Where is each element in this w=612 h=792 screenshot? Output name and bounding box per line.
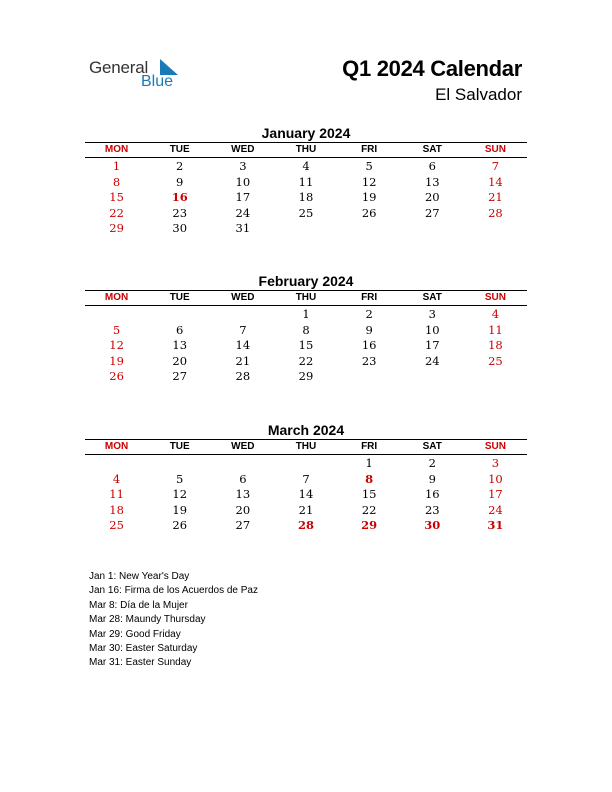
day-cell: 17 bbox=[488, 487, 503, 502]
day-cell: 15 bbox=[109, 190, 124, 205]
day-cell: 17 bbox=[424, 338, 440, 353]
day-cell: 1 bbox=[302, 307, 310, 321]
holiday-item: Mar 30: Easter Saturday bbox=[89, 643, 198, 655]
day-cell: 2 bbox=[176, 159, 184, 173]
day-cell: 29 bbox=[298, 369, 314, 384]
day-cell: 12 bbox=[361, 174, 377, 189]
day-cell bbox=[338, 221, 401, 237]
logo bbox=[89, 56, 189, 92]
logo-blue-text: Blue bbox=[141, 73, 174, 90]
day-cell: 13 bbox=[235, 487, 251, 502]
day-cell: 28 bbox=[297, 518, 314, 533]
month-february bbox=[85, 272, 527, 385]
weekday-header-row bbox=[85, 290, 527, 306]
day-cell: 29 bbox=[109, 221, 124, 236]
holiday-item: Mar 8: Día de la Mujer bbox=[89, 599, 188, 611]
day-cell: 1 bbox=[365, 456, 373, 470]
day-cell: 16 bbox=[361, 338, 377, 353]
day-cell: 9 bbox=[176, 174, 184, 189]
day-cell: 15 bbox=[361, 487, 377, 502]
day-cell: 20 bbox=[172, 353, 188, 368]
day-cell: 8 bbox=[112, 174, 121, 189]
day-cell: 25 bbox=[298, 205, 314, 220]
day-cell bbox=[211, 307, 274, 323]
day-cell: 13 bbox=[424, 174, 440, 189]
day-grid bbox=[85, 456, 527, 534]
weekday-header-sun: SUN bbox=[484, 441, 506, 452]
day-cell: 27 bbox=[424, 205, 440, 220]
weekday-header-tue: TUE bbox=[169, 144, 190, 155]
day-cell: 27 bbox=[235, 518, 251, 533]
day-cell: 20 bbox=[424, 190, 440, 205]
day-cell: 3 bbox=[428, 307, 436, 321]
day-cell bbox=[401, 369, 464, 385]
day-cell: 21 bbox=[488, 190, 503, 205]
day-cell: 6 bbox=[428, 159, 436, 173]
day-cell: 18 bbox=[109, 502, 124, 517]
day-cell: 21 bbox=[298, 502, 314, 517]
day-cell: 11 bbox=[298, 174, 314, 189]
day-cell: 6 bbox=[239, 471, 247, 486]
weekday-header-sun: SUN bbox=[484, 144, 506, 155]
day-cell: 17 bbox=[235, 190, 251, 205]
day-cell: 7 bbox=[302, 471, 310, 486]
day-cell: 11 bbox=[488, 322, 503, 337]
day-cell: 11 bbox=[109, 487, 124, 502]
day-cell: 9 bbox=[365, 322, 373, 337]
day-cell: 18 bbox=[298, 190, 314, 205]
day-cell: 10 bbox=[235, 174, 251, 189]
day-cell: 16 bbox=[424, 487, 440, 502]
weekday-header-wed: WED bbox=[231, 441, 255, 452]
day-cell bbox=[274, 221, 337, 237]
day-cell: 27 bbox=[172, 369, 188, 384]
weekday-header-tue: TUE bbox=[169, 292, 190, 303]
day-cell: 23 bbox=[424, 502, 440, 517]
day-cell bbox=[464, 369, 527, 385]
day-cell: 19 bbox=[109, 353, 124, 368]
month-march bbox=[85, 421, 527, 534]
day-cell: 23 bbox=[172, 205, 188, 220]
weekday-header-sat: SAT bbox=[422, 144, 442, 155]
weekday-header-thu: THU bbox=[295, 441, 317, 452]
day-cell: 1 bbox=[112, 159, 121, 173]
day-cell bbox=[85, 456, 148, 472]
weekday-header-sat: SAT bbox=[422, 441, 442, 452]
day-cell: 12 bbox=[109, 338, 124, 353]
day-cell bbox=[274, 456, 337, 472]
page-title: Q1 2024 Calendar bbox=[342, 56, 522, 81]
day-cell: 22 bbox=[109, 205, 124, 220]
day-cell: 8 bbox=[302, 322, 310, 337]
day-cell: 19 bbox=[361, 190, 377, 205]
day-cell: 14 bbox=[298, 487, 314, 502]
weekday-header-wed: WED bbox=[231, 292, 255, 303]
weekday-header-tue: TUE bbox=[169, 441, 190, 452]
day-cell: 26 bbox=[109, 369, 124, 384]
day-grid bbox=[85, 307, 527, 385]
day-cell: 10 bbox=[488, 471, 503, 486]
month-title: February 2024 bbox=[258, 273, 354, 289]
day-cell: 31 bbox=[235, 221, 251, 236]
weekday-header-mon: MON bbox=[104, 441, 129, 452]
weekday-header-thu: THU bbox=[295, 144, 317, 155]
day-cell: 26 bbox=[361, 205, 377, 220]
day-cell: 14 bbox=[235, 338, 251, 353]
day-cell bbox=[148, 307, 211, 323]
day-cell: 13 bbox=[172, 338, 188, 353]
day-cell: 23 bbox=[361, 353, 377, 368]
weekday-header-mon: MON bbox=[104, 144, 129, 155]
holiday-item: Mar 28: Maundy Thursday bbox=[89, 614, 206, 626]
weekday-header-row bbox=[85, 439, 527, 455]
day-cell: 18 bbox=[488, 338, 503, 353]
day-cell: 30 bbox=[172, 221, 188, 236]
day-cell: 26 bbox=[172, 518, 188, 533]
day-cell bbox=[148, 456, 211, 472]
day-cell: 4 bbox=[302, 159, 310, 173]
day-cell: 7 bbox=[239, 322, 247, 337]
day-cell: 24 bbox=[424, 353, 440, 368]
day-cell bbox=[338, 369, 401, 385]
weekday-header-fri: FRI bbox=[361, 292, 378, 303]
day-cell: 14 bbox=[488, 174, 503, 189]
day-cell: 20 bbox=[235, 502, 251, 517]
day-cell: 5 bbox=[112, 322, 121, 337]
weekday-header-sun: SUN bbox=[484, 292, 506, 303]
day-cell: 21 bbox=[235, 353, 251, 368]
day-cell: 12 bbox=[172, 487, 188, 502]
day-cell: 15 bbox=[298, 338, 314, 353]
day-cell: 24 bbox=[488, 502, 503, 517]
holiday-item: Mar 31: Easter Sunday bbox=[89, 657, 192, 669]
day-cell: 4 bbox=[491, 307, 500, 321]
holiday-list bbox=[89, 570, 258, 671]
day-cell: 24 bbox=[235, 205, 251, 220]
day-cell: 19 bbox=[172, 502, 188, 517]
day-cell bbox=[85, 307, 148, 323]
day-cell: 2 bbox=[365, 307, 373, 321]
weekday-header-sat: SAT bbox=[422, 292, 442, 303]
day-grid bbox=[85, 159, 527, 237]
day-cell: 4 bbox=[112, 471, 121, 486]
day-cell: 28 bbox=[235, 369, 251, 384]
day-cell: 16 bbox=[171, 190, 188, 205]
day-cell: 25 bbox=[488, 353, 503, 368]
logo-general-text: General bbox=[89, 58, 149, 77]
day-cell bbox=[401, 221, 464, 237]
month-title: March 2024 bbox=[267, 422, 345, 438]
day-cell: 9 bbox=[428, 471, 436, 486]
month-january bbox=[85, 124, 527, 237]
page-subtitle: El Salvador bbox=[435, 85, 522, 104]
day-cell: 29 bbox=[361, 518, 378, 533]
day-cell: 10 bbox=[424, 322, 440, 337]
holiday-item: Mar 29: Good Friday bbox=[89, 628, 181, 640]
day-cell: 7 bbox=[491, 159, 500, 173]
day-cell: 22 bbox=[361, 502, 377, 517]
day-cell: 5 bbox=[176, 471, 184, 486]
day-cell: 2 bbox=[428, 456, 436, 470]
day-cell bbox=[464, 221, 527, 237]
day-cell bbox=[211, 456, 274, 472]
weekday-header-thu: THU bbox=[295, 292, 317, 303]
holiday-item: Jan 1: New Year's Day bbox=[89, 571, 190, 582]
weekday-header-wed: WED bbox=[231, 144, 255, 155]
day-cell: 5 bbox=[365, 159, 373, 173]
day-cell: 31 bbox=[487, 518, 504, 533]
day-cell: 28 bbox=[488, 205, 503, 220]
weekday-header-row bbox=[85, 142, 527, 158]
day-cell: 3 bbox=[491, 456, 500, 470]
day-cell: 30 bbox=[424, 518, 441, 533]
day-cell: 8 bbox=[365, 471, 374, 486]
month-title: January 2024 bbox=[261, 125, 351, 141]
day-cell: 3 bbox=[239, 159, 247, 173]
day-cell: 22 bbox=[298, 353, 314, 368]
weekday-header-fri: FRI bbox=[361, 441, 378, 452]
day-cell: 25 bbox=[109, 518, 124, 533]
holiday-item: Jan 16: Firma de los Acuerdos de Paz bbox=[89, 585, 258, 597]
day-cell: 6 bbox=[176, 322, 184, 337]
weekday-header-mon: MON bbox=[104, 292, 129, 303]
weekday-header-fri: FRI bbox=[361, 144, 378, 155]
